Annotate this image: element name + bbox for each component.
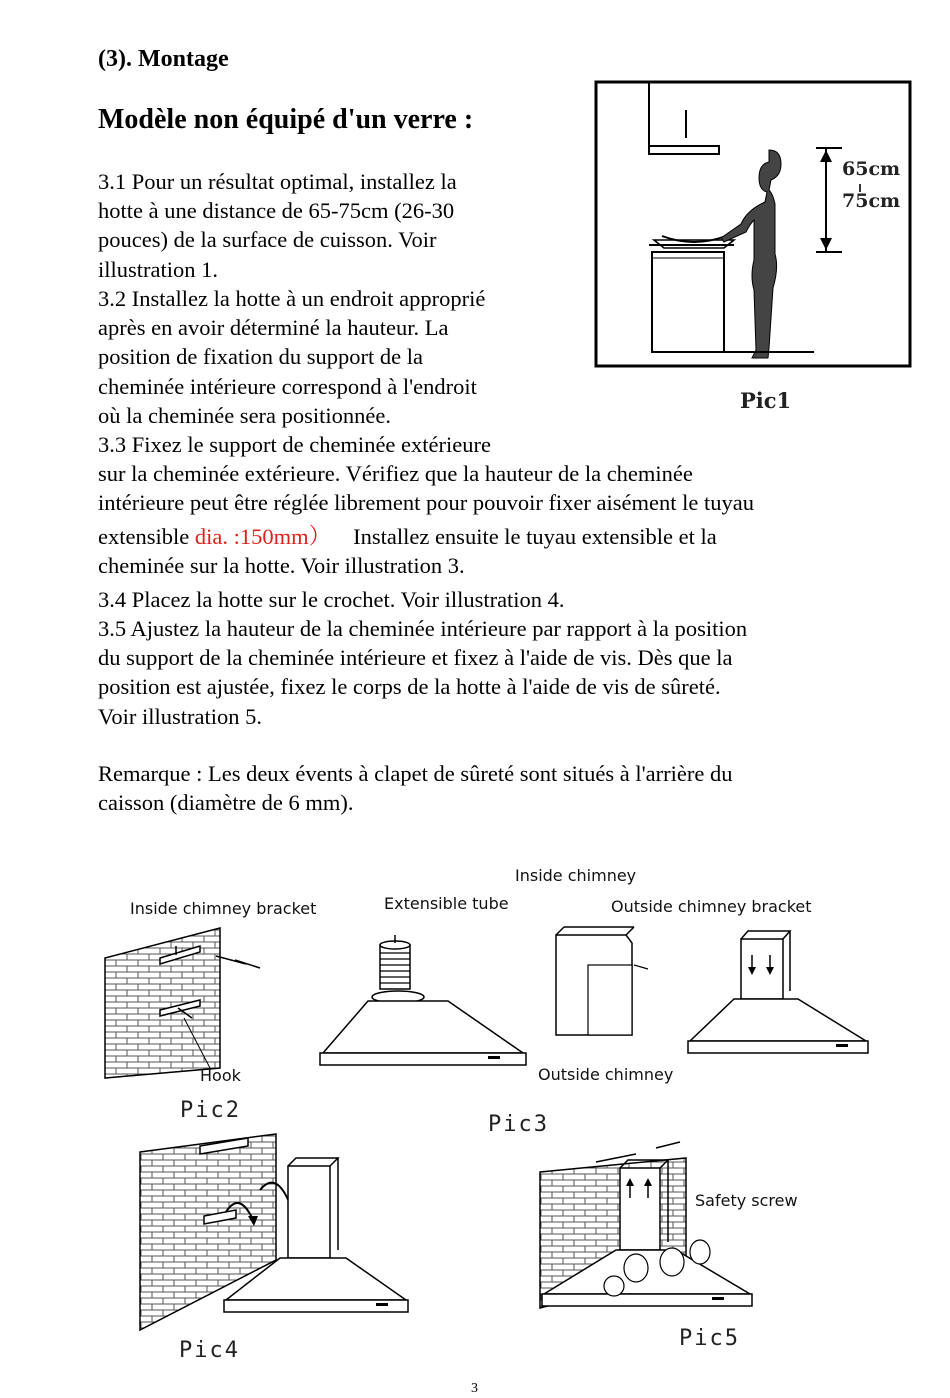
section-title: (3). Montage	[98, 46, 229, 72]
text-fragment: Installez ensuite le tuyau extensible et la	[353, 524, 717, 549]
step-3-3-line4	[98, 522, 717, 551]
text-fragment: extensible	[98, 524, 195, 549]
step-3-3	[98, 430, 754, 518]
pic5-label: Pic5	[679, 1326, 740, 1351]
text-line: sur la cheminée extérieure. Vérifiez que la hauteur de la cheminée	[98, 461, 693, 487]
pic4-label: Pic4	[179, 1338, 240, 1363]
pic4-illustration	[136, 1130, 421, 1340]
pic5-illustration	[536, 1138, 786, 1328]
text-line: illustration 1.	[98, 256, 218, 282]
text-line: caisson (diamètre de 6 mm).	[98, 790, 354, 816]
step-3-1	[98, 167, 457, 284]
diameter-highlight: dia. :150mm）	[194, 524, 332, 549]
pic3-chimney-illustration	[548, 925, 658, 1055]
callout-inside-chimney: Inside chimney	[515, 866, 637, 885]
page-number: 3	[471, 1381, 478, 1396]
text-line: 3.2 Installez la hotte à un endroit approprié	[98, 286, 486, 311]
text-line: 3.5 Ajustez la hauteur de la cheminée intérieure par rapport à la position	[98, 616, 748, 641]
pic1-dimension-top: 65cm	[842, 158, 901, 180]
callout-inside-chimney-bracket: Inside chimney bracket	[130, 899, 317, 918]
callout-outside-chimney: Outside chimney	[538, 1065, 674, 1084]
step-3-4: 3.4 Placez la hotte sur le crochet. Voir illustration 4.	[98, 587, 565, 612]
text-line: Voir illustration 5.	[98, 703, 262, 729]
text-line: du support de la cheminée intérieure et fixez à l'aide de vis. Dès que la	[98, 645, 733, 671]
pic2-illustration	[100, 918, 280, 1088]
text-line: où la cheminée sera positionnée.	[98, 402, 392, 428]
text-line: position de fixation du support de la	[98, 344, 423, 370]
text-line: 3.3 Fixez le support de cheminée extérieure	[98, 432, 491, 457]
pic3-hood-illustration	[318, 935, 530, 1075]
pic1-illustration	[594, 80, 914, 370]
pic3-label: Pic3	[488, 1112, 549, 1137]
text-line: position est ajustée, fixez le corps de la hotte à l'aide de vis de sûreté.	[98, 674, 721, 700]
step-3-3-line5: cheminée sur la hotte. Voir illustration 3.	[98, 553, 465, 578]
remark	[98, 759, 732, 817]
step-3-5	[98, 614, 747, 731]
text-line: pouces) de la surface de cuisson. Voir	[98, 227, 437, 253]
pic2-label: Pic2	[180, 1098, 241, 1123]
pic3-outside-chimney-hood-illustration	[686, 925, 876, 1065]
text-line: après en avoir déterminé la hauteur. La	[98, 315, 449, 341]
callout-outside-chimney-bracket: Outside chimney bracket	[611, 897, 812, 916]
callout-extensible-tube: Extensible tube	[384, 894, 509, 913]
pic1-dimension-bottom: 75cm	[842, 190, 901, 212]
page-heading: Modèle non équipé d'un verre :	[98, 104, 474, 135]
text-line: 3.1 Pour un résultat optimal, installez la	[98, 169, 457, 194]
callout-hook: Hook	[200, 1066, 241, 1085]
pic1-label: Pic1	[740, 388, 792, 413]
text-line: hotte à une distance de 65-75cm (26-30	[98, 198, 455, 224]
text-line: cheminée intérieure correspond à l'endroit	[98, 373, 477, 399]
callout-safety-screw: Safety screw	[695, 1191, 798, 1210]
step-3-2	[98, 284, 485, 430]
text-line: intérieure peut être réglée librement pour pouvoir fixer aisément le tuyau	[98, 490, 754, 516]
text-line: Remarque : Les deux évents à clapet de sûreté sont situés à l'arrière du	[98, 761, 733, 786]
